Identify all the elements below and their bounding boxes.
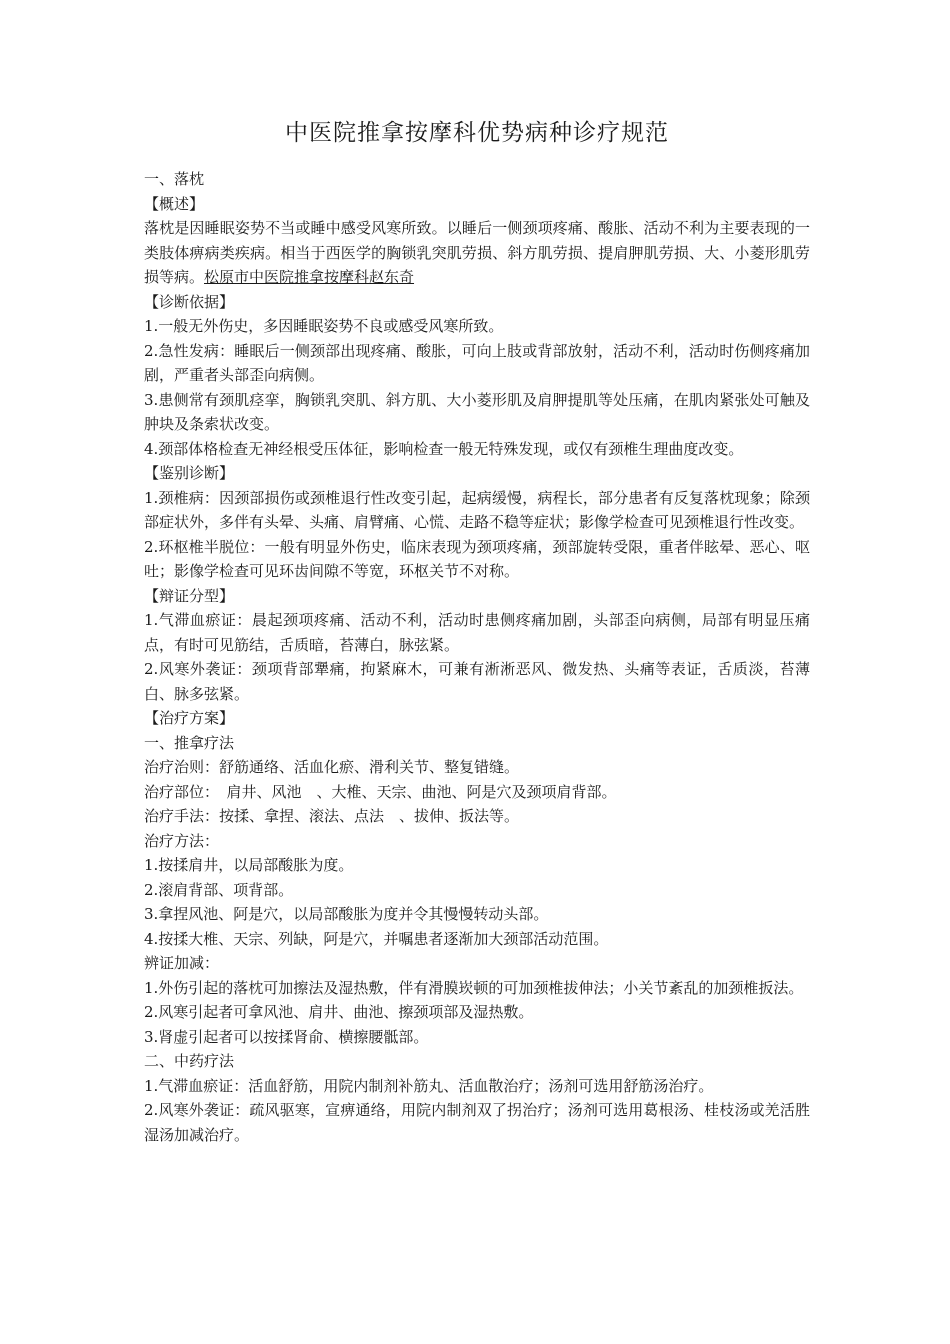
method-heading: 治疗方法： bbox=[144, 831, 220, 850]
diagnosis-item: 4.颈部体格检查无神经根受压体征，影响检查一般无特殊发现，或仅有颈椎生理曲度改变。 bbox=[144, 439, 744, 458]
diagnosis-item: 3.患侧常有颈肌痉挛，胸锁乳突肌、斜方肌、大小菱形肌及肩胛提肌等处压痛，在肌肉紧张处可触及肿块及条索状改变。 bbox=[144, 390, 810, 433]
document-body bbox=[144, 167, 810, 1147]
document-title: 中医院推拿按摩科优势病种诊疗规范 bbox=[285, 120, 669, 146]
treatment-technique: 治疗手法：按揉、拿捏、滚法、点法 、拔伸、扳法等。 bbox=[144, 807, 520, 825]
modification-item: 1.外伤引起的落枕可加擦法及湿热敷，伴有滑膜崁顿的可加颈椎拔伸法；小关节紊乱的加颈椎扳法。 bbox=[144, 978, 804, 997]
overview-text: 落枕是因睡眠姿势不当或睡中感受风寒所致。以睡后一侧颈项疼痛、酸胀、活动不利为主要表现的一类肢体痹病类疾病。相当于西医学的胸锁乳突肌劳损、斜方肌劳损、提肩胛肌劳损、大、小菱形肌劳损等病。 bbox=[144, 219, 810, 286]
treatment-principle: 治疗治则：舒筋通络、活血化瘀、滑利关节、整复错缝。 bbox=[144, 758, 520, 776]
differential-heading: 【鉴别诊断】 bbox=[144, 464, 235, 482]
author-underline: 松原市中医院推拿按摩科赵东奇 bbox=[204, 268, 415, 286]
method-item: 1.按揉肩井，以局部酸胀为度。 bbox=[144, 856, 354, 874]
diagnosis-heading: 【诊断依据】 bbox=[144, 292, 235, 311]
treatment-site: 治疗部位： 肩井、风池 、大椎、天宗、曲池、阿是穴及颈项肩背部。 bbox=[144, 782, 617, 801]
overview-paragraph bbox=[144, 216, 810, 290]
modification-item: 2.风寒引起者可拿风池、肩井、曲池、擦颈项部及湿热敷。 bbox=[144, 1003, 534, 1021]
herbal-heading: 二、中药疗法 bbox=[144, 1052, 235, 1070]
syndrome-item: 2.风寒外袭证：颈项背部犟痛，拘紧麻木，可兼有淅淅恶风、微发热、头痛等表证，舌质淡，苔薄白、脉多弦紧。 bbox=[144, 660, 810, 703]
diagnosis-item: 2.急性发病：睡眠后一侧颈部出现疼痛、酸胀，可向上肢或背部放射，活动不利，活动时伤侧疼痛加剧，严重者头部歪向病侧。 bbox=[144, 341, 810, 384]
method-item: 4.按揉大椎、天宗、列缺，阿是穴，并嘱患者逐渐加大颈部活动范围。 bbox=[144, 929, 609, 948]
treatment-heading: 【治疗方案】 bbox=[144, 709, 235, 727]
modification-heading: 辨证加减： bbox=[144, 954, 220, 972]
differential-item: 2.环枢椎半脱位：一般有明显外伤史，临床表现为颈项疼痛，颈部旋转受限，重者伴眩晕、恶心、呕吐；影像学检查可见环齿间隙不等宽，环枢关节不对称。 bbox=[144, 537, 810, 580]
diagnosis-item: 1.一般无外伤史，多因睡眠姿势不良或感受风寒所致。 bbox=[144, 317, 504, 335]
overview-heading: 【概述】 bbox=[144, 194, 205, 213]
method-item: 3.拿捏风池、阿是穴，以局部酸胀为度并令其慢慢转动头部。 bbox=[144, 905, 549, 923]
herbal-item: 2.风寒外袭证：疏风驱寒，宣痹通络，用院内制剂双了拐治疗；汤剂可选用葛根汤、桂枝汤或羌活胜湿汤加减治疗。 bbox=[144, 1101, 810, 1144]
syndrome-heading: 【辩证分型】 bbox=[144, 586, 235, 605]
method-item: 2.滚肩背部、项背部。 bbox=[144, 880, 294, 899]
differential-item: 1.颈椎病：因颈部损伤或颈椎退行性改变引起，起病缓慢，病程长，部分患者有反复落枕现象；除颈部症状外，多伴有头晕、头痛、肩臂痛、心慌、走路不稳等症状；影像学检查可见颈椎退行性改变。 bbox=[144, 488, 810, 531]
modification-item: 3.肾虚引起者可以按揉肾俞、横擦腰骶部。 bbox=[144, 1027, 429, 1046]
syndrome-item: 1.气滞血瘀证：晨起颈项疼痛、活动不利，活动时患侧疼痛加剧，头部歪向病侧，局部有明显压痛点，有时可见筋结，舌质暗，苔薄白，脉弦紧。 bbox=[144, 611, 810, 654]
herbal-item: 1.气滞血瘀证：活血舒筋，用院内制剂补筋丸、活血散治疗；汤剂可选用舒筋汤治疗。 bbox=[144, 1076, 714, 1095]
massage-heading: 一、推拿疗法 bbox=[144, 733, 235, 752]
section-heading-stiff-neck: 一、落枕 bbox=[144, 170, 205, 188]
